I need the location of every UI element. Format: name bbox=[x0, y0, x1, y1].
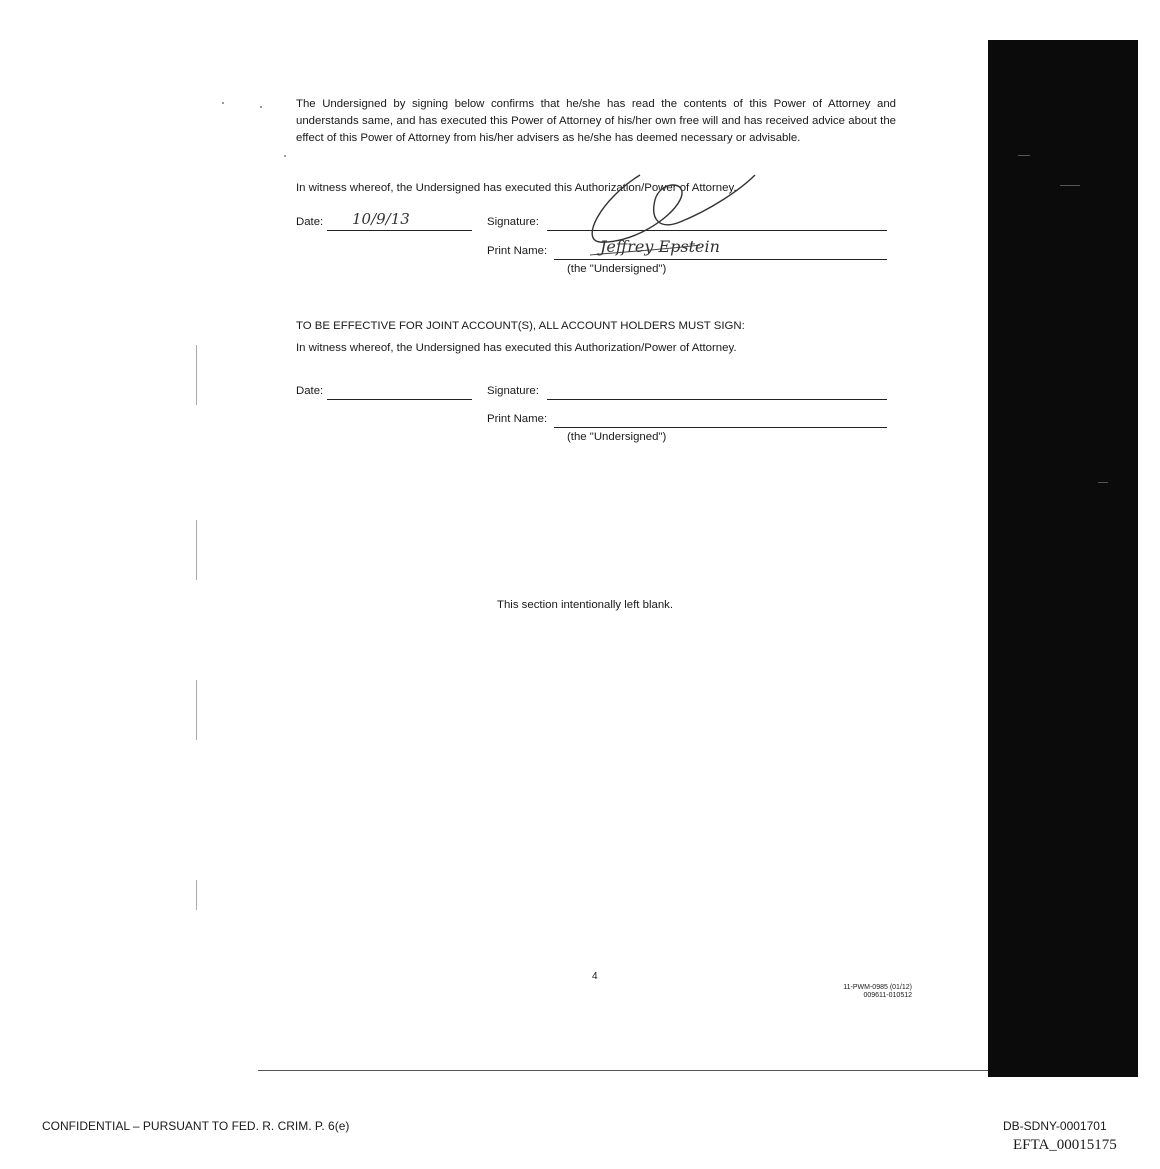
page-number: 4 bbox=[592, 971, 598, 982]
bates-number: DB-SDNY-0001701 bbox=[1003, 1119, 1107, 1133]
efta-number: EFTA_00015175 bbox=[1013, 1137, 1117, 1153]
blank-section-note: This section intentionally left blank. bbox=[497, 599, 674, 611]
joint-undersigned-caption: (the "Undersigned") bbox=[567, 431, 667, 443]
joint-signature-line[interactable] bbox=[547, 399, 887, 400]
scan-speck bbox=[260, 106, 262, 108]
witness-statement: In witness whereof, the Undersigned has executed this Authorization/Power of Attorney. bbox=[296, 182, 737, 194]
signature-label: Signature: bbox=[487, 216, 539, 228]
print-name-line[interactable] bbox=[554, 259, 887, 260]
redaction-artifact bbox=[1098, 482, 1108, 483]
form-code bbox=[760, 984, 912, 1000]
joint-accounts-heading: TO BE EFFECTIVE FOR JOINT ACCOUNT(S), ALL ACCOUNT HOLDERS MUST SIGN: bbox=[296, 320, 745, 332]
print-name-label: Print Name: bbox=[487, 245, 548, 257]
redaction-artifact bbox=[1060, 185, 1080, 186]
margin-mark bbox=[196, 345, 197, 405]
scan-speck bbox=[284, 155, 286, 157]
date-label: Date: bbox=[296, 216, 324, 228]
redaction-artifact bbox=[1018, 155, 1030, 156]
form-code-line-2: 009611-010512 bbox=[863, 992, 912, 999]
scan-speck bbox=[222, 102, 224, 104]
joint-witness-statement: In witness whereof, the Undersigned has executed this Authorization/Power of Attorney. bbox=[296, 342, 737, 354]
redaction-bar bbox=[988, 40, 1138, 1077]
joint-print-name-label: Print Name: bbox=[487, 413, 548, 425]
undersigned-caption: (the "Undersigned") bbox=[567, 263, 667, 275]
joint-date-label: Date: bbox=[296, 385, 324, 397]
joint-print-name-line[interactable] bbox=[554, 427, 887, 428]
margin-mark bbox=[196, 680, 197, 740]
margin-mark bbox=[196, 880, 197, 910]
page-bottom-edge bbox=[258, 1070, 990, 1071]
confirmation-paragraph: The Undersigned by signing below confirms that he/she has read the contents of this Power of Attorney and understands same, and has executed this Power of Attorney of his/her own free will and has received advice about the effect of this Power of Attorney from his/her advisers as he/she has deemed necessary or advisable. bbox=[296, 98, 896, 144]
joint-date-line[interactable] bbox=[327, 399, 472, 400]
joint-signature-label: Signature: bbox=[487, 385, 539, 397]
confidentiality-footer: CONFIDENTIAL – PURSUANT TO FED. R. CRIM. P. 6(e) bbox=[42, 1119, 350, 1133]
form-code-line-1: 11-PWM-0985 (01/12) bbox=[843, 984, 912, 991]
handwritten-print-name: Jeffrey Epstein bbox=[600, 237, 720, 256]
date-line[interactable] bbox=[327, 230, 472, 231]
handwritten-date: 10/9/13 bbox=[352, 210, 410, 228]
margin-mark bbox=[196, 520, 197, 580]
